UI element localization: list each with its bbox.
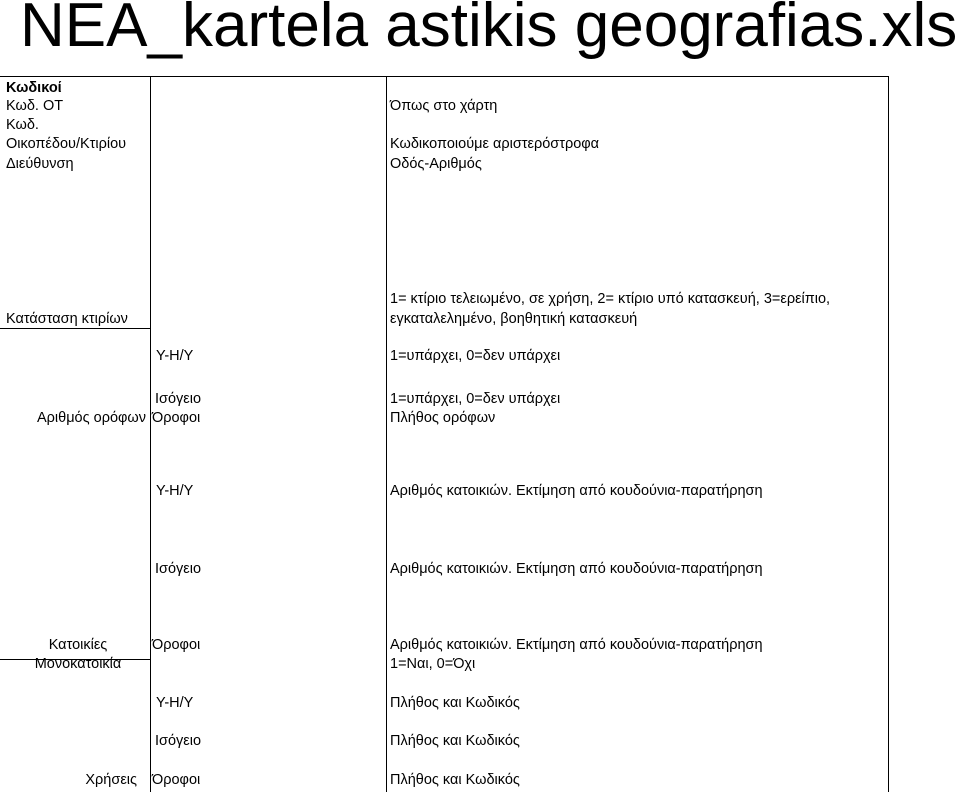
column-divider-3 bbox=[888, 76, 889, 792]
row-divider-floors bbox=[0, 328, 150, 329]
table-top-border bbox=[0, 76, 889, 77]
floor-count-text: Πλήθος ορόφων bbox=[390, 410, 496, 426]
basement-uses-text: Πλήθος και Κωδικός bbox=[390, 695, 520, 711]
basement-label-floors: Υ-Η/Υ bbox=[156, 348, 194, 364]
address-label: Διεύθυνση bbox=[6, 156, 74, 172]
codes-header: Κωδικοί bbox=[6, 80, 62, 96]
code-ot-label: Κωδ. ΟΤ bbox=[6, 98, 64, 114]
ground-exists-text: 1=υπάρχει, 0=δεν υπάρχει bbox=[390, 391, 561, 407]
upper-floors-label-uses: Όροφοι bbox=[152, 772, 201, 788]
spreadsheet-table bbox=[0, 76, 960, 792]
code-plot-label-line1: Κωδ. bbox=[6, 117, 39, 133]
ground-uses-text: Πλήθος και Κωδικός bbox=[390, 733, 520, 749]
num-floors-label: Αριθμός ορόφων bbox=[37, 410, 146, 426]
document-title: NEA_kartela astikis geografias.xls bbox=[20, 0, 958, 60]
basement-label-uses: Υ-Η/Υ bbox=[156, 695, 194, 711]
coding-direction-text: Κωδικοποιούμε αριστερόστροφα bbox=[390, 136, 600, 152]
single-residence-label: Μονοκατοικία bbox=[34, 656, 122, 672]
uses-label: Χρήσεις bbox=[85, 772, 137, 788]
basement-label-residences: Υ-Η/Υ bbox=[156, 483, 194, 499]
upper-floors-label-residences: Όροφοι bbox=[152, 637, 201, 653]
ground-floor-label-floors: Ισόγειο bbox=[155, 391, 202, 407]
upper-uses-text: Πλήθος και Κωδικός bbox=[390, 772, 520, 788]
status-description-line1: 1= κτίριο τελειωμένο, σε χρήση, 2= κτίριο υπό κατασκευή, 3=ερείπιο, bbox=[390, 291, 831, 307]
ground-floor-label-residences: Ισόγειο bbox=[155, 561, 202, 577]
residences-label: Κατοικίες bbox=[48, 637, 108, 653]
ground-residences-text: Αριθμός κατοικιών. Εκτίμηση από κουδούνια-παρατήρηση bbox=[390, 561, 763, 577]
column-divider-1 bbox=[150, 76, 151, 792]
basement-exists-text: 1=υπάρχει, 0=δεν υπάρχει bbox=[390, 348, 561, 364]
upper-floors-label-floors: Όροφοι bbox=[152, 410, 201, 426]
upper-residences-text: Αριθμός κατοικιών. Εκτίμηση από κουδούνια-παρατήρηση bbox=[390, 637, 763, 653]
status-description-line2: εγκαταλελημένο, βοηθητική κατασκευή bbox=[390, 311, 638, 327]
basement-residences-text: Αριθμός κατοικιών. Εκτίμηση από κουδούνια-παρατήρηση bbox=[390, 483, 763, 499]
code-plot-label-line2: Οικοπέδου/Κτιρίου bbox=[6, 136, 127, 152]
street-number-text: Οδός-Αριθμός bbox=[390, 156, 482, 172]
ground-floor-label-uses: Ισόγειο bbox=[155, 733, 202, 749]
column-divider-2 bbox=[386, 76, 387, 792]
single-residence-text: 1=Ναι, 0=Όχι bbox=[390, 656, 476, 672]
building-status-label: Κατάσταση κτιρίων bbox=[6, 311, 128, 327]
as-on-map-text: Όπως στο χάρτη bbox=[390, 98, 498, 114]
